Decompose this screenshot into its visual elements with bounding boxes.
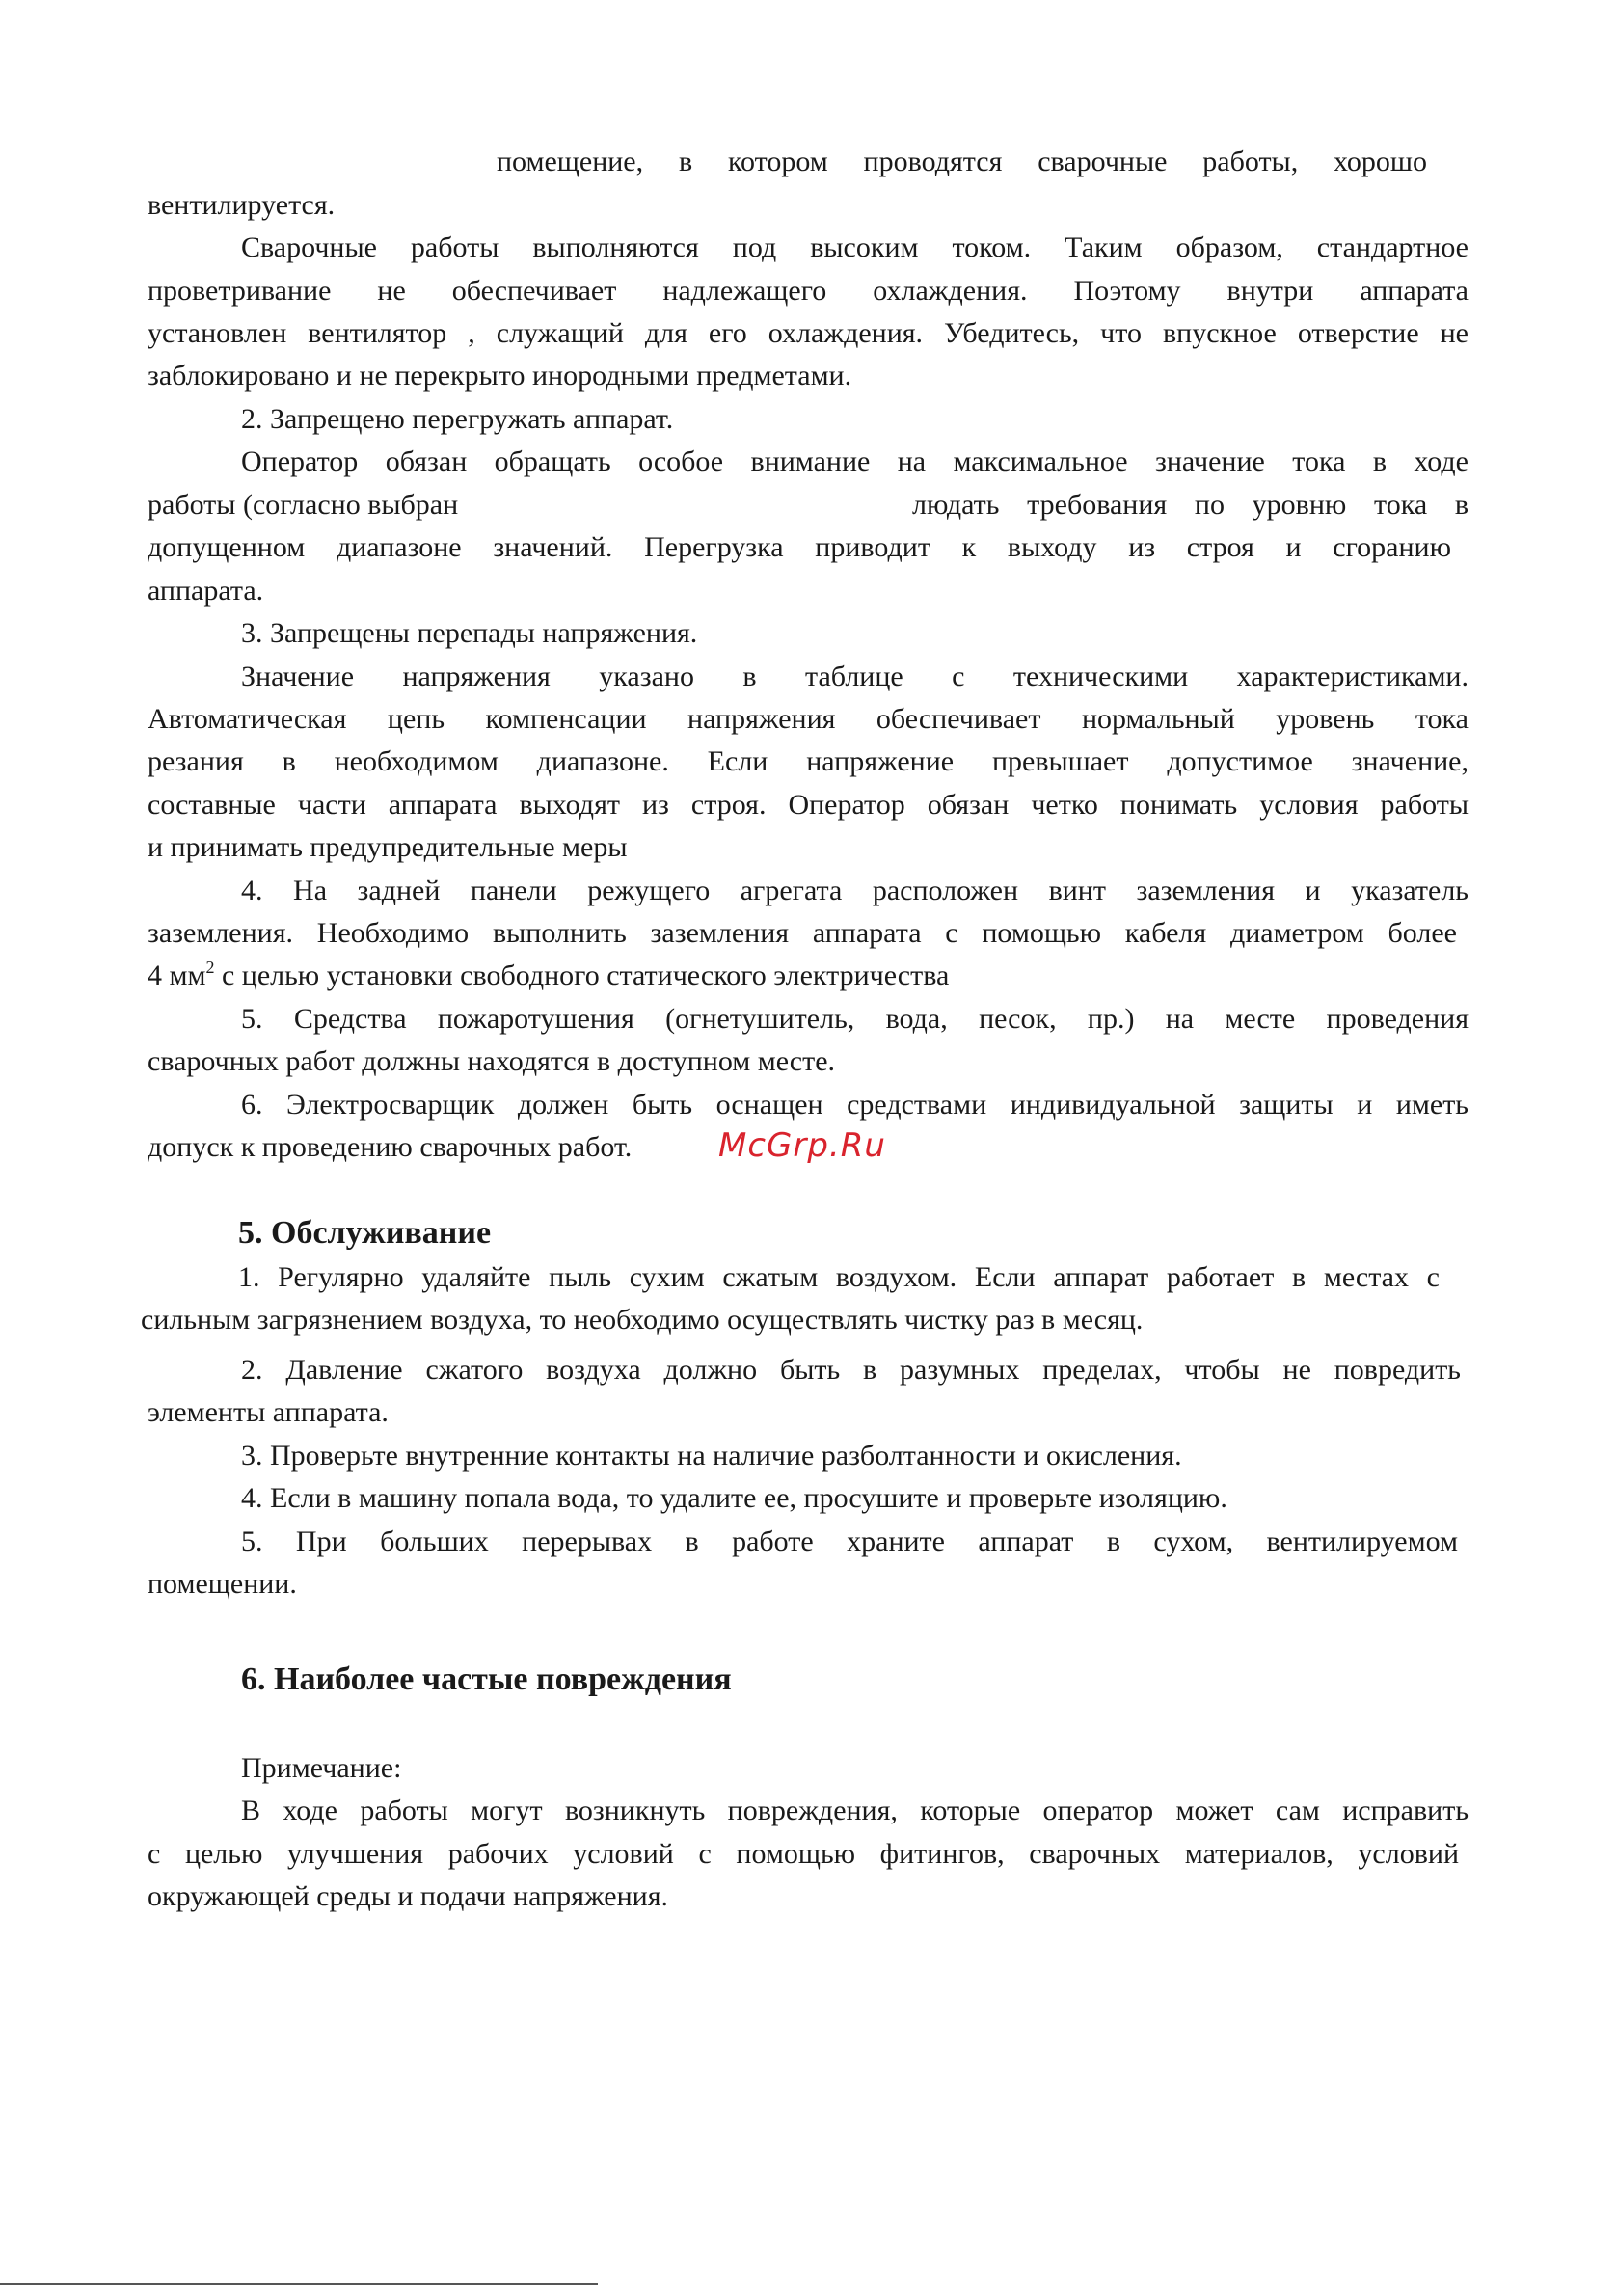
text-fragment: работы (согласно выбран	[148, 489, 459, 521]
text-line	[148, 955, 1469, 997]
text-line: Значение напряжения указано в таблице с техническими характеристиками.	[241, 661, 1469, 692]
watermark-logo: McGrp.Ru	[718, 1126, 886, 1165]
text-line: 1. Регулярно удаляйте пыль сухим сжатым воздухом. Если аппарат работает в местах с	[238, 1261, 1440, 1293]
paragraph-text: помещение, в котором проводятся сварочные работы, хорошо	[497, 146, 1427, 177]
text-line: Сварочные работы выполняются под высоким током. Таким образом, стандартное	[241, 231, 1469, 263]
text-line: 3. Запрещены перепады напряжения.	[241, 617, 698, 649]
text-line: Автоматическая цепь компенсации напряжения обеспечивает нормальный уровень тока	[148, 703, 1469, 735]
text-line: помещении.	[148, 1568, 297, 1600]
text-line: проветривание не обеспечивает надлежащего охлаждения. Поэтому внутри аппарата	[148, 275, 1469, 307]
text-line: 6. Электросварщик должен быть оснащен средствами индивидуальной защиты и иметь	[241, 1089, 1469, 1121]
text-line: установлен вентилятор , служащий для его охлаждения. Убедитесь, что впускное отверстие не	[148, 317, 1469, 349]
text-fragment: 4 мм	[148, 959, 206, 991]
text-line: В ходе работы могут возникнуть повреждения, которые оператор может сам исправить	[241, 1795, 1469, 1826]
text-line: допущенном диапазоне значений. Перегрузка приводит к выходу из строя и сгоранию	[148, 531, 1451, 563]
text-line	[497, 141, 1427, 183]
section-heading: 5. Обслуживание	[238, 1215, 492, 1251]
text-line: 4. На задней панели режущего агрегата расположен винт заземления и указатель	[241, 875, 1469, 906]
text-line: 4. Если в машину попала вода, то удалите ее, просушите и проверьте изоляцию.	[241, 1482, 1227, 1514]
text-line: окружающей среды и подачи напряжения.	[148, 1880, 669, 1912]
text-line: 3. Проверьте внутренние контакты на наличие разболтанности и окисления.	[241, 1440, 1182, 1472]
text-line: с целью улучшения рабочих условий с помощью фитингов, сварочных материалов, условий	[148, 1838, 1459, 1870]
text-line: допуск к проведению сварочных работ.	[148, 1131, 633, 1163]
text-line: сварочных работ должны находятся в доступном месте.	[148, 1045, 836, 1077]
text-line: Оператор обязан обращать особое внимание на максимальное значение тока в ходе	[241, 446, 1469, 477]
text-line: вентилируется.	[148, 189, 336, 221]
text-line: 5. Средства пожаротушения (огнетушитель, вода, песок, пр.) на месте проведения	[241, 1003, 1469, 1035]
text-line: заземления. Необходимо выполнить заземления аппарата с помощью кабеля диаметром более	[148, 917, 1457, 949]
text-line: элементы аппарата.	[148, 1396, 389, 1428]
text-fragment: с целью установки свободного статического электричества	[214, 959, 950, 991]
text-line: сильным загрязнением воздуха, то необходимо осуществлять чистку раз в месяц.	[141, 1304, 1144, 1336]
text-line: составные части аппарата выходят из строя. Оператор обязан четко понимать условия работы	[148, 789, 1469, 821]
superscript: 2	[205, 958, 215, 977]
text-line: Примечание:	[241, 1752, 402, 1784]
text-line: 5. При больших перерывах в работе храните аппарат в сухом, вентилируемом	[241, 1526, 1458, 1557]
section-heading: 6. Наиболее частые повреждения	[241, 1661, 732, 1697]
text-line: 2. Запрещено перегружать аппарат.	[241, 403, 674, 435]
text-line: аппарата.	[148, 575, 264, 607]
footer-divider	[0, 2283, 598, 2285]
text-line: резания в необходимом диапазоне. Если напряжение превышает допустимое значение,	[148, 745, 1469, 777]
text-line: 2. Давление сжатого воздуха должно быть в разумных пределах, чтобы не повредить	[241, 1354, 1461, 1386]
text-line: и принимать предупредительные меры	[148, 831, 628, 863]
text-line: людать требования по уровню тока в	[912, 489, 1469, 521]
text-line: заблокировано и не перекрыто инородными предметами.	[148, 360, 852, 392]
